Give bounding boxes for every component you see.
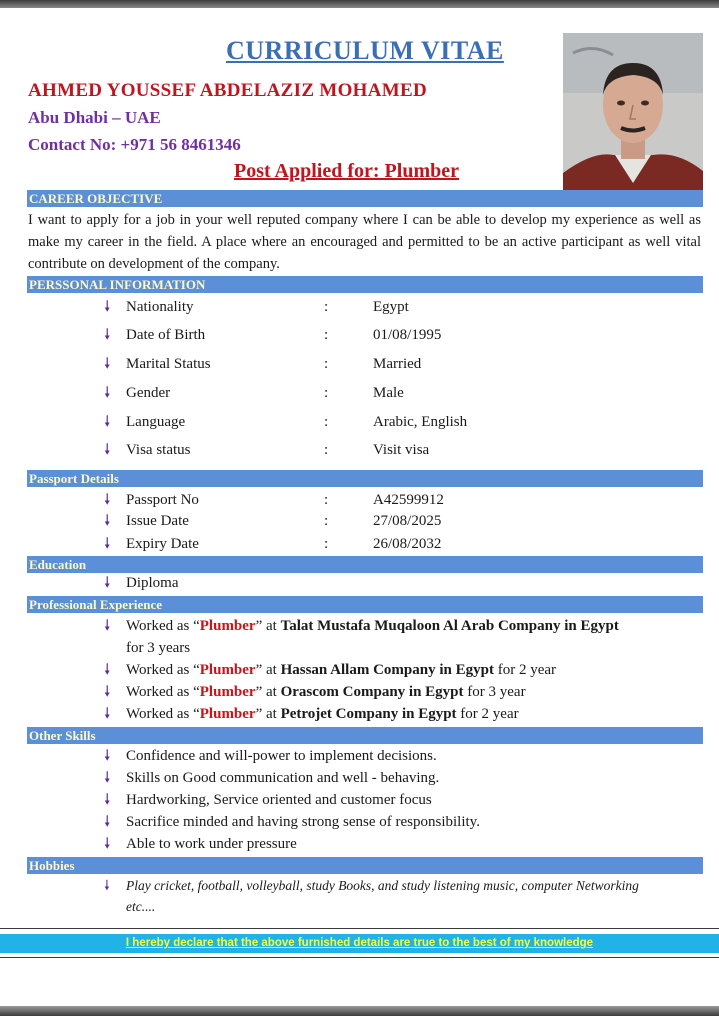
row-colon: : (324, 356, 329, 372)
passport-row (104, 533, 442, 555)
exp-prefix: Worked as “ (126, 618, 200, 634)
row-value: 26/08/2032 (373, 536, 442, 552)
skills-heading: Other Skills (27, 727, 703, 744)
exp-role: Plumber (199, 662, 256, 678)
row-value: Male (373, 385, 404, 401)
divider-bottom (0, 957, 719, 958)
row-colon: : (324, 385, 329, 401)
passport-heading: Passport Details (27, 470, 703, 487)
arrow-down-bullet-icon: 🠗 (104, 575, 111, 591)
row-value: Egypt (373, 299, 409, 315)
row-colon: : (324, 299, 329, 315)
arrow-down-bullet-icon: 🠗 (104, 492, 111, 508)
cv-title: CURRICULUM VITAE (226, 36, 504, 65)
arrow-down-bullet-icon: 🠗 (104, 814, 111, 830)
candidate-contact: Contact No: +971 56 8461346 (28, 135, 241, 154)
hobbies-heading: Hobbies (27, 857, 703, 874)
skill-text: Skills on Good communication and well - behaving. (126, 770, 440, 786)
experience-item (104, 659, 556, 681)
arrow-down-bullet-icon: 🠗 (104, 706, 111, 722)
arrow-down-bullet-icon: 🠗 (104, 878, 110, 893)
exp-mid: ” at (255, 662, 281, 678)
exp-duration: for 2 year (456, 706, 519, 722)
row-label: Passport No (126, 492, 199, 508)
skill-text: Hardworking, Service oriented and customer focus (126, 792, 432, 808)
hobbies-text: Play cricket, football, volleyball, study Books, and study listening music, computer Networking etc.... (126, 878, 639, 914)
post-applied: Post Applied for: Plumber (234, 160, 459, 182)
personal-row (104, 324, 442, 346)
row-label: Visa status (126, 442, 191, 458)
exp-prefix: Worked as “ (126, 706, 200, 722)
personal-row (104, 439, 430, 461)
education-heading: Education (27, 556, 703, 573)
candidate-location: Abu Dhabi – UAE (28, 108, 161, 127)
row-colon: : (324, 327, 329, 343)
arrow-down-bullet-icon: 🠗 (104, 618, 111, 634)
row-label: Gender (126, 385, 171, 401)
candidate-name: AHMED YOUSSEF ABDELAZIZ MOHAMED (28, 80, 428, 101)
arrow-down-bullet-icon: 🠗 (104, 836, 111, 852)
hobbies-item (104, 875, 664, 917)
row-label: Issue Date (126, 513, 189, 529)
exp-company: Talat Mustafa Muqaloon Al Arab Company in Egypt (280, 618, 619, 634)
declaration-banner: I hereby declare that the above furnished details are true to the best of my knowledge (0, 934, 719, 953)
row-label: Language (126, 414, 186, 430)
exp-prefix: Worked as “ (126, 662, 200, 678)
experience-item (104, 681, 526, 703)
skill-item (104, 767, 439, 789)
row-colon: : (324, 513, 329, 529)
exp-role: Plumber (199, 618, 256, 634)
row-label: Marital Status (126, 356, 211, 372)
skill-item (104, 789, 432, 811)
row-colon: : (324, 442, 329, 458)
passport-row (104, 510, 442, 532)
exp-company: Orascom Company in Egypt (280, 684, 464, 700)
skill-item (104, 811, 480, 833)
arrow-down-bullet-icon: 🠗 (104, 536, 111, 552)
skill-text: Confidence and will-power to implement decisions. (126, 748, 437, 764)
divider-top (0, 928, 719, 929)
career-heading: CAREER OBJECTIVE (27, 190, 703, 207)
exp-role: Plumber (199, 706, 256, 722)
experience-item (104, 703, 519, 725)
row-label: Expiry Date (126, 536, 199, 552)
row-colon: : (324, 414, 329, 430)
exp-mid: ” at (255, 706, 281, 722)
personal-row (104, 353, 422, 375)
arrow-down-bullet-icon: 🠗 (104, 513, 111, 529)
row-value: Visit visa (373, 442, 430, 458)
personal-row (104, 411, 468, 433)
arrow-down-bullet-icon: 🠗 (104, 356, 111, 372)
passport-row (104, 489, 444, 511)
experience-duration: for 3 years (126, 640, 191, 656)
exp-role: Plumber (199, 684, 256, 700)
personal-row (104, 296, 409, 318)
skill-item (104, 745, 437, 767)
arrow-down-bullet-icon: 🠗 (104, 748, 111, 764)
exp-duration: for 2 year (493, 662, 557, 678)
skill-text: Sacrifice minded and having strong sense of responsibility. (126, 814, 480, 830)
row-colon: : (324, 492, 329, 508)
career-text: I want to apply for a job in your well reputed company where I can be able to develop my experience as well as make my career in the field. A place where an encouraged and permitted to be an active participant as well vital contribute on development of the company. (28, 212, 701, 272)
row-label: Date of Birth (126, 327, 206, 343)
exp-mid: ” at (255, 618, 281, 634)
row-label: Nationality (126, 299, 194, 315)
arrow-down-bullet-icon: 🠗 (104, 299, 111, 315)
row-value: 27/08/2025 (373, 513, 442, 529)
page-top-edge (0, 0, 719, 8)
arrow-down-bullet-icon: 🠗 (104, 327, 111, 343)
arrow-down-bullet-icon: 🠗 (104, 770, 111, 786)
education-item (104, 572, 179, 594)
experience-item (104, 615, 619, 637)
education-text: Diploma (126, 575, 179, 591)
skill-item (104, 833, 297, 855)
row-value: Married (373, 356, 422, 372)
exp-mid: ” at (255, 684, 281, 700)
row-value: 01/08/1995 (373, 327, 442, 343)
experience-heading: Professional Experience (27, 596, 703, 613)
arrow-down-bullet-icon: 🠗 (104, 414, 111, 430)
page-bottom-edge (0, 1006, 719, 1016)
exp-company: Petrojet Company in Egypt (280, 706, 457, 722)
arrow-down-bullet-icon: 🠗 (104, 442, 111, 458)
personal-heading: PERSSONAL INFORMATION (27, 276, 703, 293)
row-value: Arabic, English (373, 414, 468, 430)
arrow-down-bullet-icon: 🠗 (104, 684, 111, 700)
skill-text: Able to work under pressure (126, 836, 297, 852)
exp-duration: for 3 year (463, 684, 526, 700)
arrow-down-bullet-icon: 🠗 (104, 792, 111, 808)
exp-prefix: Worked as “ (126, 684, 200, 700)
exp-company: Hassan Allam Company in Egypt (280, 662, 494, 678)
arrow-down-bullet-icon: 🠗 (104, 385, 111, 401)
personal-row (104, 382, 404, 404)
arrow-down-bullet-icon: 🠗 (104, 662, 111, 678)
row-colon: : (324, 536, 329, 552)
profile-photo (563, 33, 703, 207)
row-value: A42599912 (373, 492, 444, 508)
